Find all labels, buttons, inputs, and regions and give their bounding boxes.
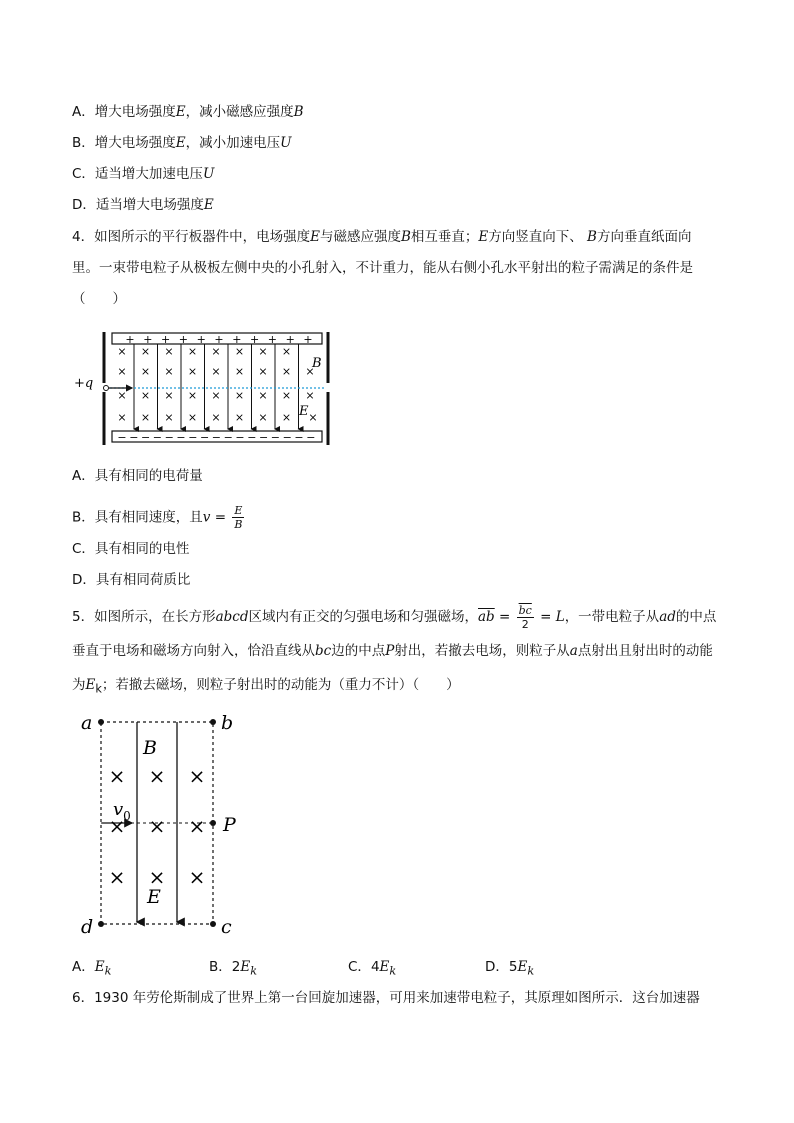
b-cross: ×: [234, 345, 245, 358]
minus-charge: −: [270, 431, 281, 444]
b-cross: ×: [187, 345, 198, 358]
minus-charge: −: [223, 431, 233, 444]
b-cross: ×: [140, 365, 151, 378]
minus-charge: −: [235, 431, 245, 444]
b-cross: ×: [188, 865, 206, 889]
b-cross: ×: [140, 389, 151, 402]
corner-b: [210, 719, 216, 725]
q5-options: [72, 955, 632, 978]
b-cross: ×: [211, 389, 221, 402]
b-cross: ×: [164, 345, 174, 358]
plus-charge: +: [285, 333, 295, 346]
minus-charge: −: [211, 431, 222, 444]
b-cross: ×: [108, 814, 126, 838]
b-cross: ×: [281, 365, 292, 378]
b-cross: ×: [258, 365, 268, 378]
b-cross: ×: [281, 345, 292, 358]
plus-charge: +: [125, 333, 135, 346]
b-cross: ×: [140, 411, 151, 424]
b-cross: ×: [305, 389, 315, 402]
b-cross: ×: [148, 764, 166, 788]
b-cross: ×: [211, 411, 221, 424]
b-cross: ×: [188, 814, 206, 838]
minus-charge: −: [164, 431, 174, 444]
q5-rectangle-figure: [75, 708, 250, 940]
b-cross: ×: [187, 389, 198, 402]
label-d: d: [81, 916, 94, 938]
plus-charge: +: [232, 333, 242, 346]
b-cross: ×: [117, 411, 127, 424]
q3-option-c: C．适当增大加速电压U: [72, 166, 215, 182]
b-field-crosses: [117, 345, 317, 424]
b-cross: ×: [234, 365, 245, 378]
plus-charge: +: [196, 333, 206, 346]
b-cross: ×: [164, 365, 174, 378]
b-cross: ×: [281, 389, 292, 402]
e-label: E: [299, 404, 309, 419]
b-cross: ×: [234, 411, 245, 424]
plus-charge: +: [178, 333, 189, 346]
q6-stem: 6．1930 年劳伦斯制成了世界上第一台回旋加速器，可用来加速带电粒子，其原理如图所示．这台加速器: [72, 990, 700, 1006]
b-label: B: [312, 356, 322, 371]
plus-charge: +: [143, 333, 153, 346]
b-cross: ×: [258, 345, 268, 358]
b-cross: ×: [187, 411, 198, 424]
b-cross: ×: [258, 389, 268, 402]
label-B: B: [143, 737, 157, 759]
b-cross: ×: [211, 365, 221, 378]
minus-charge: −: [306, 431, 316, 444]
b-cross: ×: [108, 764, 126, 788]
minus-charge: −: [117, 431, 127, 444]
b-cross: ×: [211, 345, 221, 358]
q4-option-a: A．具有相同的电荷量: [72, 468, 203, 484]
b-cross: ×: [148, 814, 166, 838]
minus-charge: −: [247, 431, 257, 444]
b-cross: ×: [281, 411, 292, 424]
b-cross: ×: [117, 345, 127, 358]
b-cross: ×: [305, 365, 315, 378]
plus-charge: +: [267, 333, 278, 346]
q5-option-d: D．$5E_k$: [485, 959, 535, 978]
plus-charge: +: [303, 333, 313, 346]
corner-c: [210, 921, 216, 927]
b-cross: ×: [117, 389, 127, 402]
q5-option-b: B．$2E_k$: [209, 959, 258, 978]
b-cross: ×: [258, 411, 268, 424]
minus-charge: −: [176, 431, 186, 444]
b-cross: ×: [117, 365, 127, 378]
plus-charge: +: [249, 333, 260, 346]
q4-option-b: B．具有相同速度，且v = $\frac{E}{B}$: [72, 504, 243, 531]
entry-hole: [104, 386, 109, 391]
plus-charge: +: [214, 333, 224, 346]
minus-charge: −: [152, 431, 163, 444]
q3-option-d: D．适当增大电场强度E: [72, 197, 214, 213]
minus-charge: −: [188, 431, 198, 444]
corner-d: [98, 921, 104, 927]
b-cross: ×: [308, 411, 318, 424]
b-cross: ×: [188, 764, 206, 788]
minus-charge: −: [282, 431, 292, 444]
corner-a: [98, 719, 104, 725]
b-cross: ×: [108, 865, 126, 889]
q5-stem: 5．如图所示，在长方形abcd区域内有正交的匀强电场和匀强磁场，$\overline{ab}$ = $\frac{\overline{bc}}{2}$ = L，一带电粒子从ad的中点垂直于电场和磁场方向射入，恰沿直线从bc边的中点P射出，若撤去电场，则粒子从a点射出且射出时的动能为$E_k$；若撤去磁场，则粒子射出时的动能为（重力不计）（ ）: [72, 603, 717, 696]
minus-charge: −: [129, 431, 139, 444]
q4-parallel-plate-figure: [70, 325, 340, 450]
label-v0: $v_0$: [113, 799, 131, 823]
b-cross: ×: [234, 389, 245, 402]
charge-label: +q: [74, 376, 94, 391]
minus-charge: −: [140, 431, 151, 444]
label-c: c: [221, 916, 232, 938]
b-cross: ×: [148, 865, 166, 889]
b-cross: ×: [140, 345, 151, 358]
b-cross: ×: [164, 389, 174, 402]
b-field-crosses: [109, 764, 206, 889]
minus-charge: −: [258, 431, 269, 444]
b-cross: ×: [187, 365, 198, 378]
q5-option-a: A．$E_k$: [72, 959, 112, 978]
q4-option-d: D．具有相同荷质比: [72, 572, 191, 588]
q4-stem: 4．如图所示的平行板器件中，电场强度E与磁感应强度B相互垂直；E方向竖直向下、 B方向垂直纸面向里。一束带电粒子从极板左侧中央的小孔射入，不计重力，能从右侧小孔水平射出的粒子需满足的条件是（ ）: [72, 229, 693, 307]
label-E: E: [147, 886, 161, 908]
b-cross: ×: [164, 411, 174, 424]
q3-option-b: B．增大电场强度E，减小加速电压U: [72, 135, 292, 151]
bottom-plate-charges: [117, 431, 315, 444]
minus-charge: −: [199, 431, 210, 444]
point-p: [210, 820, 216, 826]
label-P: P: [223, 814, 236, 836]
q4-option-c: C．具有相同的电性: [72, 541, 190, 557]
q3-option-a: A．增大电场强度E，减小磁感应强度B: [72, 104, 304, 120]
plus-charge: +: [160, 333, 171, 346]
q5-option-c: C．$4E_k$: [348, 959, 397, 978]
minus-charge: −: [294, 431, 304, 444]
label-b: b: [221, 712, 234, 734]
label-a: a: [81, 712, 93, 734]
